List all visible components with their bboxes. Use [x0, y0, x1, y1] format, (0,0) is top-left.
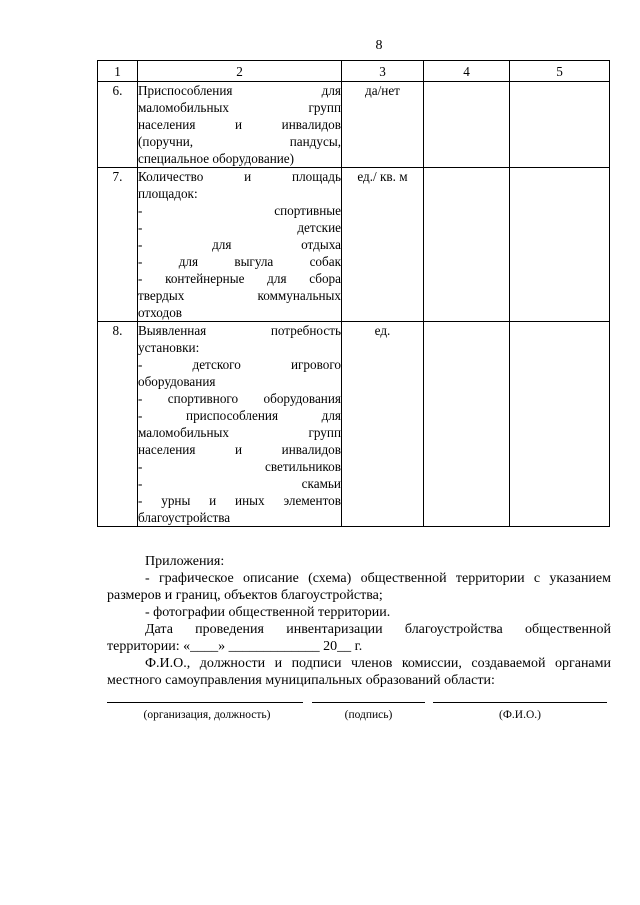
description-line: - приспособления для: [138, 408, 341, 423]
attachment-item: - фотографии общественной территории.: [145, 605, 391, 620]
description-line: - спортивные: [138, 203, 341, 218]
description-line: маломобильных групп: [138, 425, 341, 440]
attachments-heading: Приложения:: [145, 554, 225, 569]
row-unit: ед.: [342, 322, 424, 527]
description-line: специальное оборудование): [138, 151, 295, 166]
description-line: - для выгула собак: [138, 254, 341, 269]
table-row: [98, 168, 610, 322]
description-line: твердых коммунальных: [138, 288, 341, 303]
empty-value-cell: [424, 168, 510, 322]
row-description: [138, 322, 342, 527]
empty-value-cell: [510, 322, 610, 527]
description-line: отходов: [138, 305, 183, 320]
description-line: - контейнерные для сбора: [138, 271, 341, 286]
column-header: 5: [510, 61, 610, 82]
row-number: 8.: [98, 322, 138, 527]
description-line: Приспособления для: [138, 83, 341, 98]
attachments-section: [107, 553, 611, 689]
description-line: - спортивного оборудования: [138, 391, 341, 406]
description-line: оборудования: [138, 374, 216, 389]
description-line: - детские: [138, 220, 341, 235]
row-unit: ед./ кв. м: [342, 168, 424, 322]
page-number: 8: [375, 38, 383, 53]
organization-signature-line: [107, 692, 303, 703]
column-header: 2: [138, 61, 342, 82]
description-line: благоустройства: [138, 510, 231, 525]
description-line: - светильников: [138, 459, 341, 474]
empty-value-cell: [424, 82, 510, 168]
description-line: Выявленная потребность: [138, 323, 341, 338]
signature-caption: (подпись): [344, 709, 393, 721]
column-header: 4: [424, 61, 510, 82]
row-description: [138, 82, 342, 168]
description-line: - для отдыха: [138, 237, 341, 252]
row-description: [138, 168, 342, 322]
empty-value-cell: [510, 82, 610, 168]
description-line: населения и инвалидов: [138, 117, 341, 132]
full-name-caption: (Ф.И.О.): [499, 709, 541, 721]
organization-caption: (организация, должность): [143, 709, 271, 721]
column-header: 3: [342, 61, 424, 82]
description-line: - скамьи: [138, 476, 341, 491]
signature-line: [312, 692, 425, 703]
inventory-table: [97, 60, 610, 527]
commission-members-line: Ф.И.О., должности и подписи членов комиссии, создаваемой органами местного самоуправления муниципальных образований области:: [107, 656, 611, 688]
full-name-signature-line: [433, 692, 607, 703]
description-line: населения и инвалидов: [138, 442, 341, 457]
column-header: 1: [98, 61, 138, 82]
description-line: Количество и площадь: [138, 169, 341, 184]
row-unit: да/нет: [342, 82, 424, 168]
row-number: 7.: [98, 168, 138, 322]
attachment-item: - графическое описание (схема) общественной территории с указанием размеров и границ, объектов благоустройства;: [107, 571, 611, 603]
table-row: [98, 82, 610, 168]
description-line: - урны и иных элементов: [138, 493, 341, 508]
signature-lines: [107, 692, 607, 704]
inventory-date-line: Дата проведения инвентаризации благоустройства общественной территории: «____» _____________ 20__ г.: [107, 622, 611, 654]
description-line: маломобильных групп: [138, 100, 341, 115]
description-line: установки:: [138, 340, 200, 355]
row-number: 6.: [98, 82, 138, 168]
table-header-row: [98, 61, 610, 82]
empty-value-cell: [424, 322, 510, 527]
description-line: - детского игрового: [138, 357, 341, 372]
description-line: (поручни, пандусы,: [138, 134, 341, 149]
table-row: [98, 322, 610, 527]
description-line: площадок:: [138, 186, 198, 201]
empty-value-cell: [510, 168, 610, 322]
